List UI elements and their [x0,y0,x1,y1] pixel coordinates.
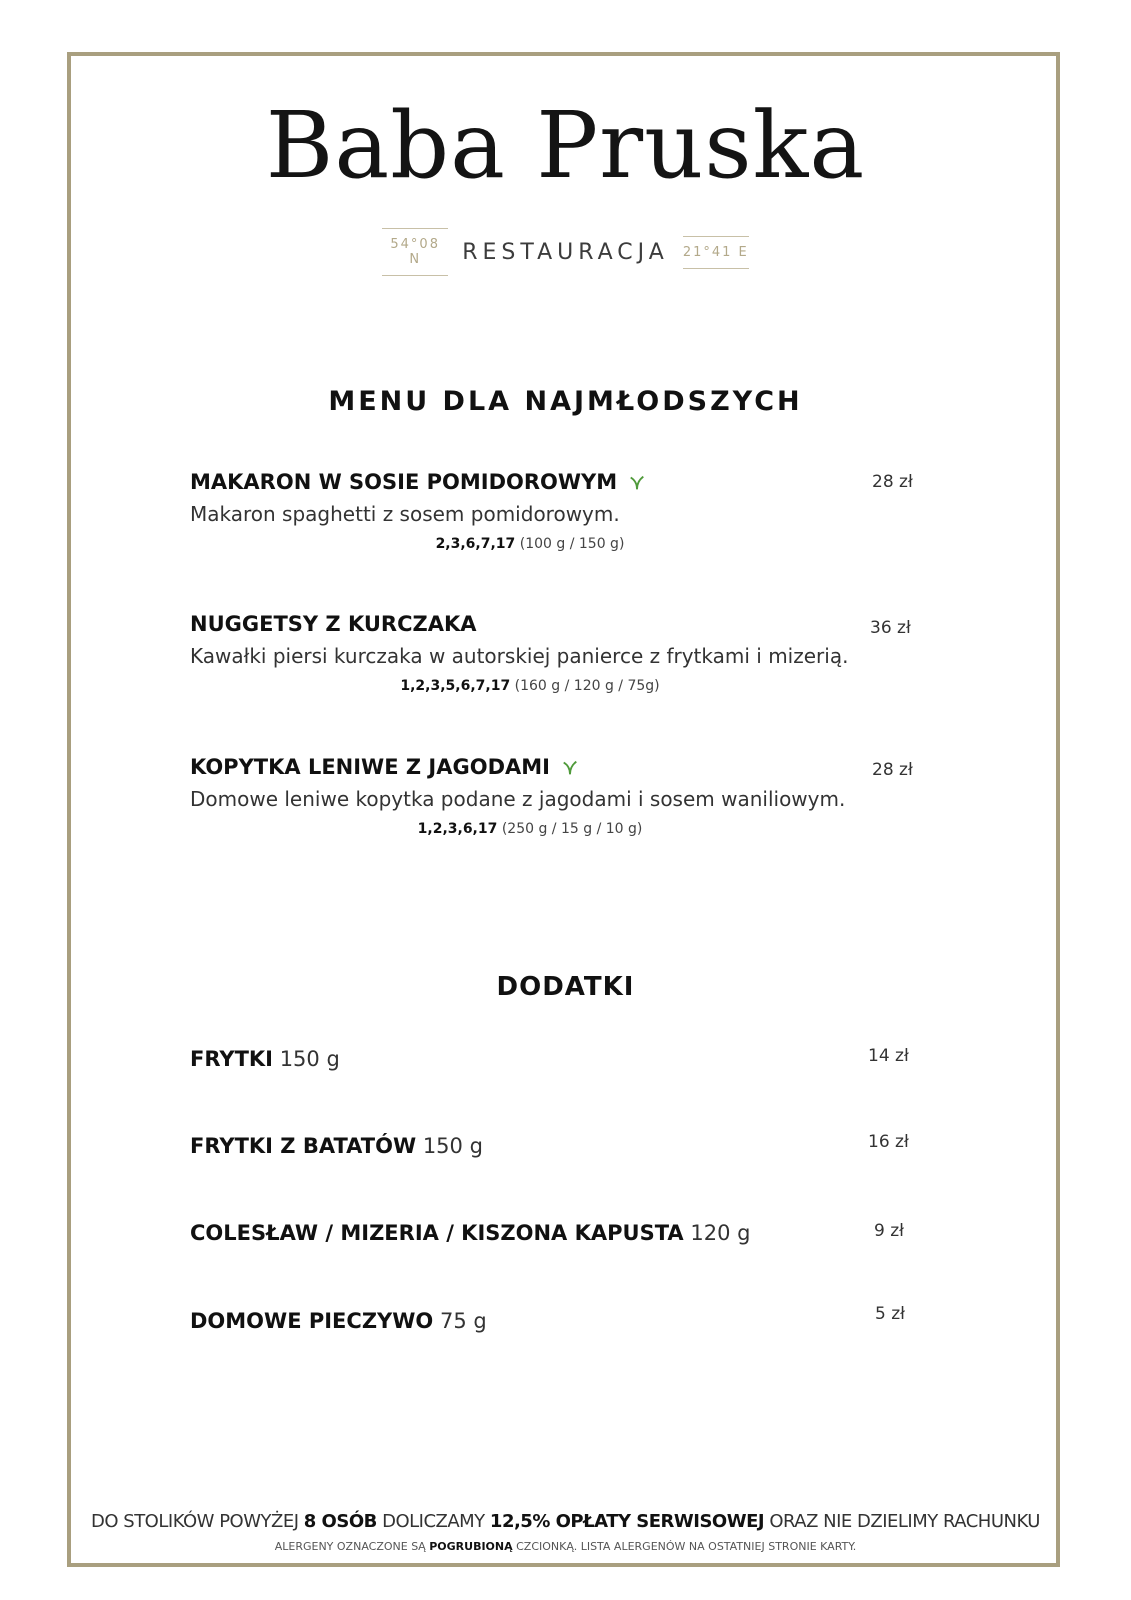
allergen-note: ALERGENY OZNACZONE SĄ POGRUBIONĄ CZCIONKĄ. LISTA ALERGENÓW NA OSTATNIEJ STRONIE KARTY. [274,1540,857,1553]
item-description: Kawałki piersi kurczaka w autorskiej panierce z frytkami i mizerią. [190,644,849,668]
menu-item [190,470,950,552]
item-description: Makaron spaghetti z sosem pomidorowym. [190,502,620,526]
item-price: 28 zł [872,472,913,492]
coordinate-north: 54°08 N [382,228,448,276]
side-item: FRYTKI Z BATATÓW 150 g [190,1134,483,1158]
menu-item [190,755,950,837]
item-price: 28 zł [872,760,913,780]
service-fee-note: DO STOLIKÓW POWYŻEJ 8 OSÓB DOLICZAMY 12,5% OPŁATY SERWISOWEJ ORAZ NIE DZIELIMY RACHUNKU [91,1511,1040,1532]
item-description: Domowe leniwe kopytka podane z jagodami i sosem waniliowym. [190,787,846,811]
side-price: 9 zł [874,1221,904,1241]
item-allergens: 2,3,6,7,17 (100 g / 150 g) [435,536,625,552]
item-name: NUGGETSY Z KURCZAKA [190,612,477,636]
coordinate-east: 21°41 E [683,236,749,269]
item-name: KOPYTKA LENIWE Z JAGODAMI [190,755,550,779]
side-item: DOMOWE PIECZYWO 75 g [190,1309,487,1333]
menu-item [190,612,950,694]
side-item: COLESŁAW / MIZERIA / KISZONA KAPUSTA 120 g [190,1221,751,1245]
brand-logo: Baba Pruska [265,92,866,199]
leaf-icon [628,473,646,491]
leaf-icon [561,758,579,776]
item-name: MAKARON W SOSIE POMIDOROWYM [190,470,618,494]
brand-subtitle: RESTAURACJA [462,239,669,265]
side-price: 14 zł [868,1046,909,1066]
brand-subline [0,228,1131,276]
item-allergens: 1,2,3,6,17 (250 g / 15 g / 10 g) [417,821,643,837]
side-price: 5 zł [875,1304,905,1324]
kids-menu-heading: MENU DLA NAJMŁODSZYCH [328,386,803,417]
sides-heading: DODATKI [496,972,635,1002]
item-allergens: 1,2,3,5,6,7,17 (160 g / 120 g / 75g) [400,678,660,694]
side-item: FRYTKI 150 g [190,1047,340,1071]
item-price: 36 zł [870,618,911,638]
side-price: 16 zł [868,1132,909,1152]
